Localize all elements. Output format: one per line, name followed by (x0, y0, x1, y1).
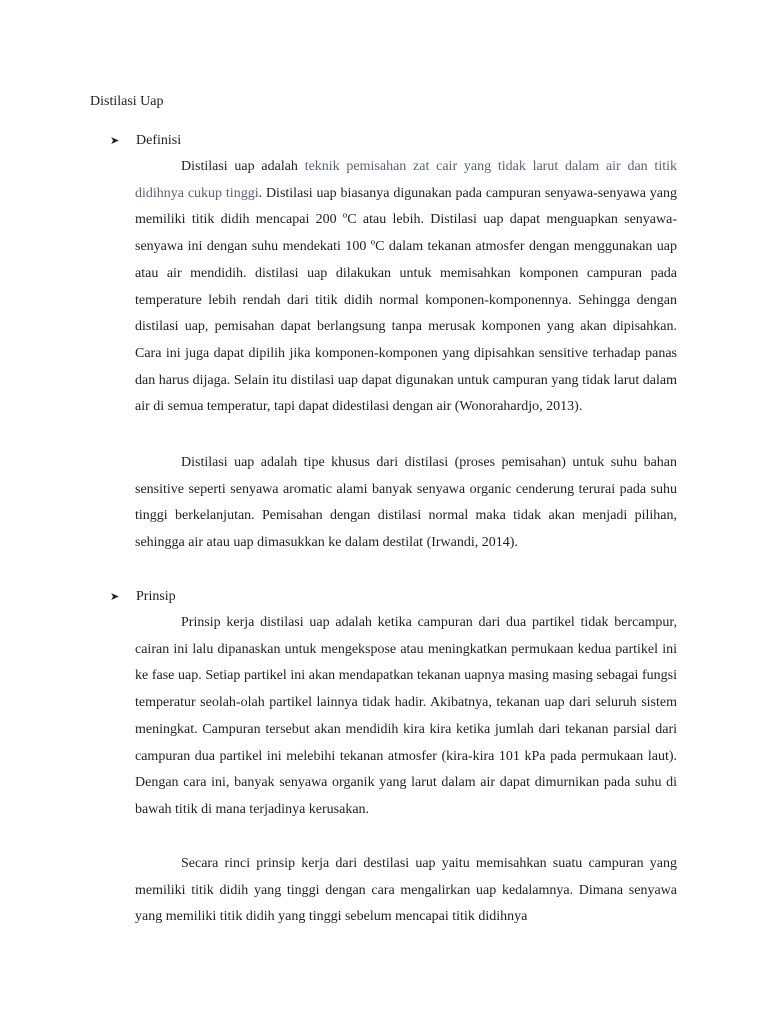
paragraph-definisi-1 (135, 154, 677, 421)
paragraph-definisi-2: Distilasi uap adalah tipe khusus dari distilasi (proses pemisahan) untuk suhu bahan sensitive seperti senyawa aromatic alami banyak senyawa organic cenderung terurai pada suhu tinggi berkelanjutan. Pemisahan dengan distilasi normal maka tidak akan menjadi pilihan, sehingga air atau uap dimasukkan ke dalam destilat (Irwandi, 2014). (135, 455, 677, 551)
arrowhead-bullet-icon: ➤ (110, 135, 120, 147)
paragraph-prinsip-1: Prinsip kerja distilasi uap adalah ketika campuran dari dua partikel tidak bercampur, cairan ini lalu dipanaskan untuk mengekspose atau meningkatkan permukaan kedua partikel ini ke fase uap. Setiap partikel ini akan mendapatkan tekanan uapnya masing masing sebagai fungsi temperatur seolah-olah partikel lainnya tidak hadir. Akibatnya, tekanan uap dari seluruh sistem meningkat. Campuran tersebut akan mendidih kira kira ketika jumlah dari tekanan parsial dari campuran dua partikel ini melebihi tekanan atmosfer (kira-kira 101 kPa pada permukaan laut). Dengan cara ini, banyak senyawa organik yang larut dalam air dapat dimurnikan pada suhu di bawah titik di mana terjadinya kerusakan. (135, 615, 677, 817)
section-heading-definisi (110, 131, 181, 151)
arrowhead-bullet-icon: ➤ (110, 591, 120, 603)
paragraph-prinsip-2: Secara rinci prinsip kerja dari destilasi uap yaitu memisahkan suatu campuran yang memiliki titik didih yang tinggi dengan cara mengalirkan uap kedalamnya. Dimana senyawa yang memiliki titik didih yang tinggi sebelum mencapai titik didihnya (135, 856, 677, 925)
paragraph-rest: . Distilasi uap biasanya digunakan pada campuran senyawa-senyawa yang memiliki titik didih mencapai 200 ºC atau lebih. Distilasi uap dapat menguapkan senyawa-senyawa ini dengan suhu mendekati 100 ºC dalam tekanan atmosfer dengan menggunakan uap atau air mendidih. distilasi uap dilakukan untuk memisahkan komponen campuran pada temperature lebih rendah dari titik didih normal komponen-komponennya. Sehingga dengan distilasi uap, pemisahan dapat berlangsung tanpa merusak komponen yang akan dipisahkan. Cara ini juga dapat dipilih jika komponen-komponen yang dipisahkan sensitive terhadap panas dan harus dijaga. Selain itu distilasi uap dapat digunakan untuk campuran yang tidak larut dalam air di semua temperatur, tapi dapat didestilasi dengan air (Wonorahardjo, 2013). (135, 185, 677, 415)
section-heading-prinsip (110, 587, 176, 607)
section-heading-label: Prinsip (136, 589, 176, 604)
section-heading-label: Definisi (136, 133, 182, 148)
page-title: Distilasi Uap (90, 94, 164, 109)
paragraph-lead: Distilasi uap adalah (181, 159, 305, 174)
highlighted-definition: teknik pemisahan zat cair yang tidak larut dalam air dan titik didihnya cukup tinggi (135, 159, 677, 201)
